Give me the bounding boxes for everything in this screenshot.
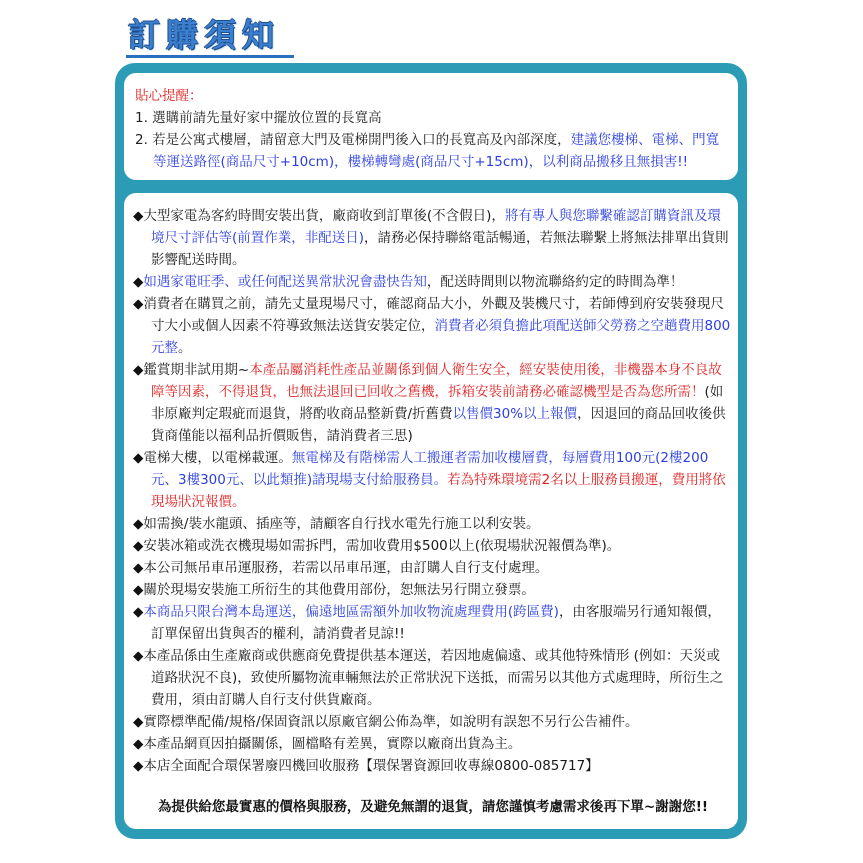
list-item xyxy=(133,755,733,777)
list-item xyxy=(133,513,733,535)
item-highlight: 如遇家電旺季、或任何配送異常狀況會盡快告知 xyxy=(143,274,427,290)
tips-heading: 貼心提醒： xyxy=(135,88,203,104)
diamond-bullet-icon: ◆ xyxy=(133,714,144,730)
item-text: (如非原廠判定瑕疵而退貨，將酌收商品整新費/折舊費 xyxy=(151,384,724,422)
item-highlight: 本商品只限台灣本島運送，偏遠地區需額外加收物流處理費用(跨區費) xyxy=(143,604,559,620)
item-text: 本店全面配合環保署廢四機回收服務【環保署資源回收專線0800-085717】 xyxy=(143,758,599,774)
tips-line-2-highlight: 建議您樓梯、電梯、門寬等運送路徑(商品尺寸+10cm)，樓梯轉彎處(商品尺寸+15cm)，以利商品搬移且無損害!! xyxy=(153,132,720,170)
item-text: ，請務必保持聯絡電話暢通，若無法聯繫上將無法排單出貨則影響配送時間。 xyxy=(151,230,729,268)
diamond-bullet-icon: ◆ xyxy=(133,274,144,290)
diamond-bullet-icon: ◆ xyxy=(133,582,144,598)
tips-line-2 xyxy=(135,129,730,173)
terms-list xyxy=(133,205,733,777)
item-text: ，配送時間則以物流聯絡約定的時間為準！ xyxy=(426,274,684,290)
list-item xyxy=(133,271,733,293)
closing-note: 為提供給您最實惠的價格與服務，及避免無謂的退貨，請您謹慎考慮需求後再下單~謝謝您!! xyxy=(157,799,709,815)
diamond-bullet-icon: ◆ xyxy=(133,648,144,664)
page-title: 訂購須知 xyxy=(128,16,281,54)
item-text: 鑑賞期非試用期~ xyxy=(143,362,250,378)
list-item xyxy=(133,601,733,645)
diamond-bullet-icon: ◆ xyxy=(133,362,144,378)
item-text: 消費者在購買之前，請先丈量現場尺寸，確認商品大小，外觀及裝機尺寸，若師傅到府安裝發現尺寸大小或個人因素不符導致無法送貨安裝定位， xyxy=(143,296,724,334)
diamond-bullet-icon: ◆ xyxy=(133,450,144,466)
list-item xyxy=(133,447,733,513)
list-item xyxy=(133,293,733,359)
item-text: 關於現場安裝施工所衍生的其他費用部份，恕無法另行開立發票。 xyxy=(143,582,535,598)
item-text: ，由客服端另行通知報價，訂單保留出貨與否的權利，請消費者見諒!! xyxy=(151,604,721,642)
tips-line-2-text: 2. 若是公寓式樓層，請留意大門及電梯開門後入口的長寬高及內部深度， xyxy=(135,132,571,148)
list-item xyxy=(133,645,733,711)
item-warning: 若為特殊環境需2名以上服務員搬運，費用將依現場狀況報價。 xyxy=(151,472,726,510)
list-item xyxy=(133,205,733,271)
diamond-bullet-icon: ◆ xyxy=(133,736,144,752)
title-underline xyxy=(126,55,294,58)
diamond-bullet-icon: ◆ xyxy=(133,604,144,620)
tips-section xyxy=(135,85,730,173)
item-text: 本產品網頁因拍攝關係，圖檔略有差異，實際以廠商出貨為主。 xyxy=(143,736,522,752)
item-text: 電梯大樓，以電梯載運。 xyxy=(143,450,292,466)
diamond-bullet-icon: ◆ xyxy=(133,296,144,312)
item-text: 如需換/裝水龍頭、插座等，請顧客自行找水電先行施工以利安裝。 xyxy=(143,516,540,532)
item-text: 。 xyxy=(178,340,192,356)
list-item xyxy=(133,557,733,579)
diamond-bullet-icon: ◆ xyxy=(133,538,144,554)
item-text: ，因退回的商品回收後供貨商僅能以福利品折價販售，請消費者三思) xyxy=(151,406,726,444)
tips-line-1: 1. 選購前請先量好家中擺放位置的長寬高 xyxy=(135,110,382,126)
diamond-bullet-icon: ◆ xyxy=(133,208,144,224)
list-item xyxy=(133,711,733,733)
diamond-bullet-icon: ◆ xyxy=(133,560,144,576)
list-item xyxy=(133,535,733,557)
diamond-bullet-icon: ◆ xyxy=(133,758,144,774)
item-text: 大型家電為客約時間安裝出貨，廠商收到訂單後(不含假日)， xyxy=(143,208,505,224)
item-text: 本公司無吊車吊運服務，若需以吊車吊運，由訂購人自行支付處理。 xyxy=(143,560,549,576)
item-highlight: 將有專人與您聯繫確認訂購資訊及環境尺寸評估等(前置作業，非配送日) xyxy=(151,208,721,246)
item-text: 實際標準配備/規格/保固資訊以原廠官網公佈為準，如說明有誤恕不另行公告補件。 xyxy=(143,714,639,730)
list-item xyxy=(133,733,733,755)
item-highlight: 消費者必須負擔此項配送師父勞務之空趟費用800元整 xyxy=(151,318,731,356)
item-warning: 本產品屬消耗性產品並關係到個人衛生安全，經安裝使用後，非機器本身不良故障等因素，不得退貨，也無法退回已回收之舊機，拆箱安裝前請務必確認機型是否為您所需！ xyxy=(151,362,722,400)
list-item xyxy=(133,359,733,447)
diamond-bullet-icon: ◆ xyxy=(133,516,144,532)
list-item xyxy=(133,579,733,601)
item-text: 安裝冰箱或洗衣機現場如需拆門，需加收費用$500以上(依現場狀況報價為準)。 xyxy=(143,538,621,554)
item-highlight: 無電梯及有階梯需人工搬運者需加收樓層費，每層費用100元(2樓200元、3樓300元、以此類推)請現場支付給服務員。 xyxy=(151,450,709,488)
item-highlight: 以售價30%以上報價 xyxy=(452,406,578,422)
item-text: 本產品係由生產廠商或供應商免費提供基本運送，若因地處偏遠、或其他特殊情形 (例如：天災或道路狀況不良)，致使所屬物流車輛無法於正常狀況下送抵，而需另以其他方式處理時，所衍生之費用，須由訂購人自行支付供貨廠商。 xyxy=(143,648,724,708)
